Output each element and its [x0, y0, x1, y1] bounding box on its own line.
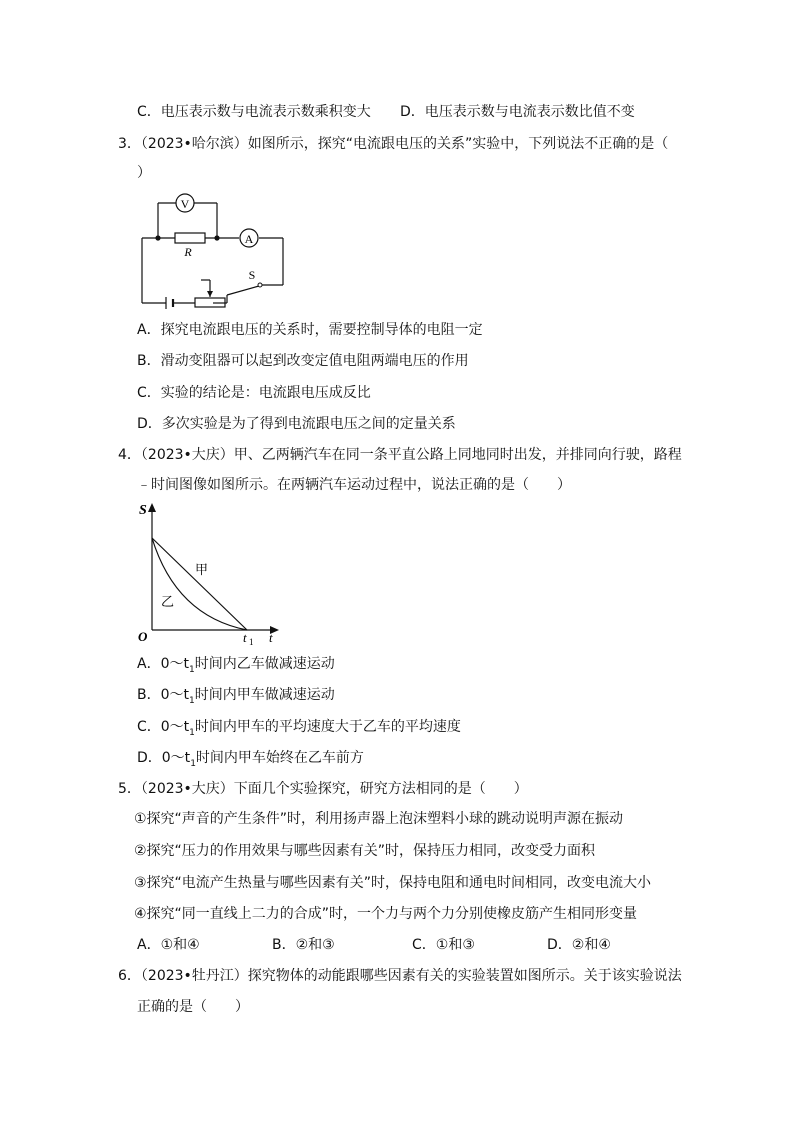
q4-option-d: D．$0\sim t_1$时间内甲车始终在乙车前方	[137, 750, 364, 769]
q3-stem: 3．（2023•哈尔滨）如图所示，探究“电流跟电压的关系”实验中，下列说法不正确的是（	[118, 136, 669, 152]
q6-stem: 6．（2023•牡丹江）探究物体的动能跟哪些因素有关的实验装置如图所示。关于该实验说法	[118, 968, 682, 984]
q4-option-b: B．$0\sim t_1$时间内甲车做减速运动	[137, 687, 335, 706]
q2-option-d: D．电压表示数与电流表示数比值不变	[400, 104, 635, 120]
junction-dot	[214, 235, 219, 240]
label-yi: 乙	[161, 594, 175, 609]
q2-option-c: C．电压表示数与电流表示数乘积变大	[137, 104, 371, 120]
switch-label: S	[248, 268, 256, 282]
y-arrow-icon	[148, 503, 156, 512]
t1-subscript: 1	[249, 637, 254, 647]
q5-item-2: ②探究“压力的作用效果与哪些因素有关”时，保持压力相同，改变受力面积	[134, 843, 596, 859]
axis-label-s: S	[139, 503, 147, 518]
voltmeter-label: V	[180, 197, 190, 211]
label-jia: 甲	[195, 562, 209, 577]
q3-option-a: A．探究电流跟电压的关系时，需要控制导体的电阻一定	[137, 322, 483, 338]
q5-option-c: C．①和③	[412, 937, 475, 953]
q5-item-3: ③探究“电流产生热量与哪些因素有关”时，保持电阻和通电时间相同，改变电流大小	[134, 875, 652, 891]
q3-option-d: D．多次实验是为了得到电流跟电压之间的定量关系	[137, 416, 456, 432]
origin-label: O	[138, 629, 148, 644]
q5-stem: 5．（2023•大庆）下面几个实验探究，研究方法相同的是（ ）	[118, 781, 528, 797]
resistor-r	[175, 233, 205, 243]
circuit-diagram	[135, 185, 295, 310]
q4-option-c: C．$0\sim t_1$时间内甲车的平均速度大于乙车的平均速度	[137, 719, 461, 738]
switch-contact	[258, 283, 262, 287]
q3-stem-end: ）	[137, 165, 151, 181]
q5-option-b: B．②和③	[272, 937, 335, 953]
q4-stem: 4．（2023•大庆）甲、乙两辆汽车在同一条平直公路上同地同时出发，并排同向行驶，路程	[118, 447, 682, 463]
junction-dot	[155, 235, 160, 240]
q6-stem-end: 正确的是（ ）	[137, 999, 249, 1015]
resistor-label: R	[184, 245, 192, 259]
q3-option-b: B．滑动变阻器可以起到改变定值电阻两端电压的作用	[137, 353, 469, 369]
q4-stem-end: ﹣时间图像如图所示。在两辆汽车运动过程中，说法正确的是（ ）	[137, 477, 571, 493]
q4-option-a: A．$0\sim t_1$时间内乙车做减速运动	[137, 656, 335, 675]
q5-item-1: ①探究“声音的产生条件”时，利用扬声器上泡沫塑料小球的跳动说明声源在振动	[134, 811, 624, 827]
slider-arrow-icon	[207, 291, 213, 297]
distance-time-graph	[132, 498, 282, 648]
q5-item-4: ④探究“同一直线上二力的合成”时，一个力与两个力分别使橡皮筋产生相同形变量	[134, 906, 638, 922]
axis-label-t: t	[269, 630, 273, 645]
q5-option-a: A．①和④	[137, 937, 200, 953]
line-yi	[152, 538, 247, 630]
ammeter-label: A	[244, 232, 254, 246]
t1-label: t	[243, 630, 247, 645]
q5-option-d: D．②和④	[547, 937, 611, 953]
q3-option-c: C．实验的结论是：电流跟电压成反比	[137, 385, 371, 401]
